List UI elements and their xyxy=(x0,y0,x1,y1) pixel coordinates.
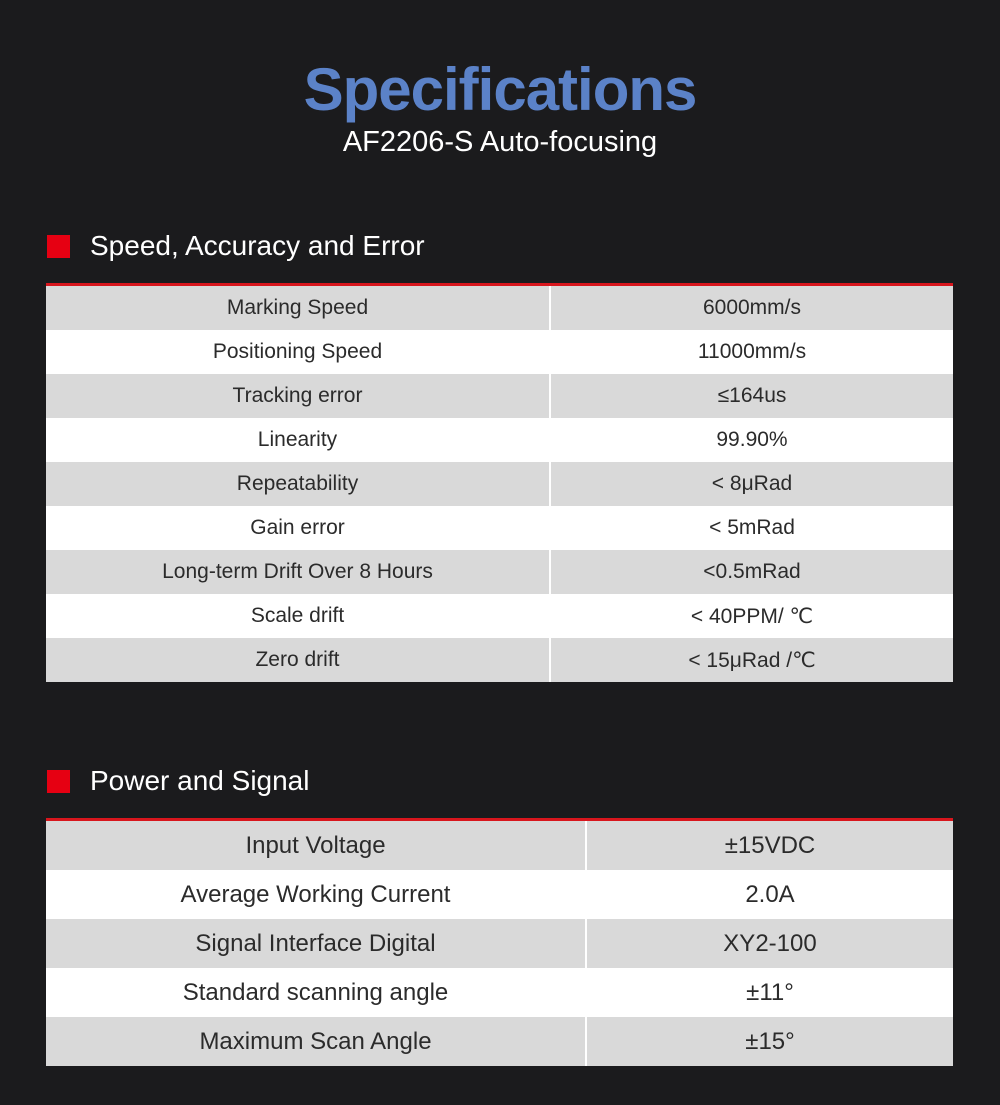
section-heading: Speed, Accuracy and Error xyxy=(90,230,425,261)
value-cell: < 40PPM/ ℃ xyxy=(690,604,814,628)
param-cell: Maximum Scan Angle xyxy=(46,1017,587,1066)
value-cell: 99.90% xyxy=(716,428,788,451)
page-subtitle: AF2206-S Auto-focusing xyxy=(342,126,658,158)
red-square-icon xyxy=(47,235,70,258)
page-title: Specifications xyxy=(303,56,697,123)
table-row xyxy=(46,1017,953,1066)
table-row xyxy=(46,638,953,682)
section-header-power-signal xyxy=(47,761,309,801)
param-cell: Input Voltage xyxy=(46,821,587,870)
param-cell: Zero drift xyxy=(46,638,551,682)
value-cell: ±11° xyxy=(746,978,794,1006)
table-row xyxy=(46,919,953,968)
table-row xyxy=(46,506,953,550)
red-square-icon xyxy=(47,770,70,793)
param-cell: Gain error xyxy=(46,506,551,550)
table-row xyxy=(46,330,953,374)
table-row xyxy=(46,821,953,870)
value-cell: ±15° xyxy=(745,1027,795,1055)
table-row xyxy=(46,550,953,594)
param-cell: Standard scanning angle xyxy=(46,968,587,1017)
param-cell: Linearity xyxy=(46,418,551,462)
section-header-speed-accuracy xyxy=(47,226,425,266)
value-cell: 6000mm/s xyxy=(702,296,802,319)
param-cell: Tracking error xyxy=(46,374,551,418)
param-cell: Positioning Speed xyxy=(46,330,551,374)
value-cell: 11000mm/s xyxy=(697,340,807,363)
value-cell: XY2-100 xyxy=(723,929,817,957)
value-cell: < 8μRad xyxy=(711,472,793,495)
param-cell: Repeatability xyxy=(46,462,551,506)
table-row xyxy=(46,374,953,418)
param-cell: Signal Interface Digital xyxy=(46,919,587,968)
param-cell: Average Working Current xyxy=(46,870,587,919)
value-cell: ≤164us xyxy=(717,384,787,407)
speed-accuracy-table xyxy=(46,283,953,682)
table-row xyxy=(46,968,953,1017)
value-cell: 2.0A xyxy=(745,880,795,908)
param-cell: Marking Speed xyxy=(46,286,551,330)
value-cell: < 5mRad xyxy=(709,516,795,539)
value-cell: <0.5mRad xyxy=(703,560,801,583)
table-row xyxy=(46,594,953,638)
table-row xyxy=(46,870,953,919)
value-cell: < 15μRad /℃ xyxy=(688,648,816,672)
power-signal-table xyxy=(46,818,953,1066)
table-row xyxy=(46,418,953,462)
table-row xyxy=(46,286,953,330)
value-cell: ±15VDC xyxy=(724,831,816,859)
table-row xyxy=(46,462,953,506)
param-cell: Long-term Drift Over 8 Hours xyxy=(46,550,551,594)
param-cell: Scale drift xyxy=(46,594,551,638)
section-heading: Power and Signal xyxy=(90,765,310,796)
